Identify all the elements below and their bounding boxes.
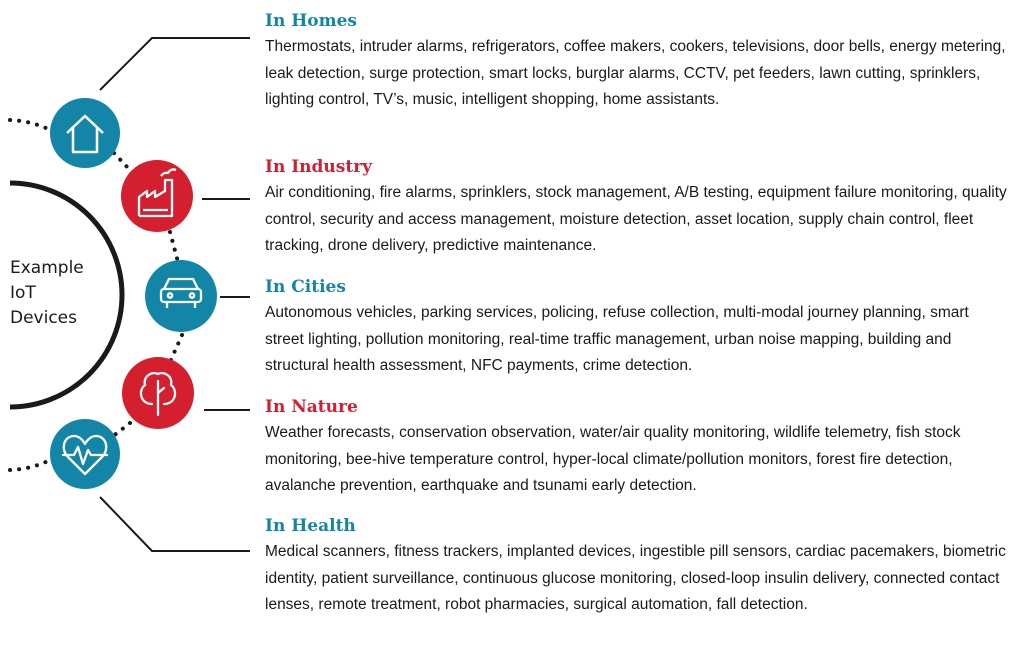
section-cities: [265, 276, 1010, 380]
section-industry: [265, 156, 1010, 260]
section-title-health: In Health: [265, 516, 356, 536]
section-text-homes: Thermostats, intruder alarms, refrigerators, coffee makers, cookers, televisions, door bells, energy metering, leak detection, surge protection, smart locks, burglar alarms, CCTV, pet feeders, lawn cutting, sprinklers, lighting control, TV’s, music, intelligent shopping, home assistants.: [265, 38, 1006, 108]
section-homes: [265, 10, 1010, 114]
center-label-line-1: Example: [10, 258, 84, 278]
center-label-line-3: Devices: [10, 308, 77, 328]
section-nature: [265, 396, 1010, 500]
section-title-homes: In Homes: [265, 11, 358, 31]
cities-node: [145, 260, 217, 332]
section-text-nature: Weather forecasts, conservation observation, water/air quality monitoring, wildlife telemetry, fish stock monitoring, bee-hive temperature control, hyper-local climate/pollution monitors, forest fire detection, avalanche prevention, earthquake and tsunami early detection.: [265, 424, 961, 494]
center-label-line-2: IoT: [10, 283, 36, 303]
section-health: [265, 515, 1010, 619]
center-label: [10, 256, 84, 331]
homes-node: [50, 98, 120, 168]
section-title-cities: In Cities: [265, 277, 346, 297]
section-text-industry: Air conditioning, fire alarms, sprinklers, stock management, A/B testing, equipment failure monitoring, quality control, security and access management, moisture detection, asset location, supply chain control, fleet tracking, drone delivery, predictive maintenance.: [265, 184, 1007, 254]
section-text-cities: Autonomous vehicles, parking services, policing, refuse collection, multi-modal journey planning, smart street lighting, pollution monitoring, real-time traffic management, urban noise mapping, building and structural health assessment, NFC payments, crime detection.: [265, 304, 969, 374]
nature-node: [122, 357, 194, 429]
health-node: [50, 419, 120, 489]
section-text-health: Medical scanners, fitness trackers, implanted devices, ingestible pill sensors, cardiac pacemakers, biometric identity, patient surveillance, continuous glucose monitoring, closed-loop insulin delivery, connected contact lenses, remote treatment, robot pharmacies, surgical automation, fall detection.: [265, 543, 1006, 613]
section-title-industry: In Industry: [265, 157, 373, 177]
industry-node: [121, 160, 193, 232]
section-title-nature: In Nature: [265, 397, 358, 417]
